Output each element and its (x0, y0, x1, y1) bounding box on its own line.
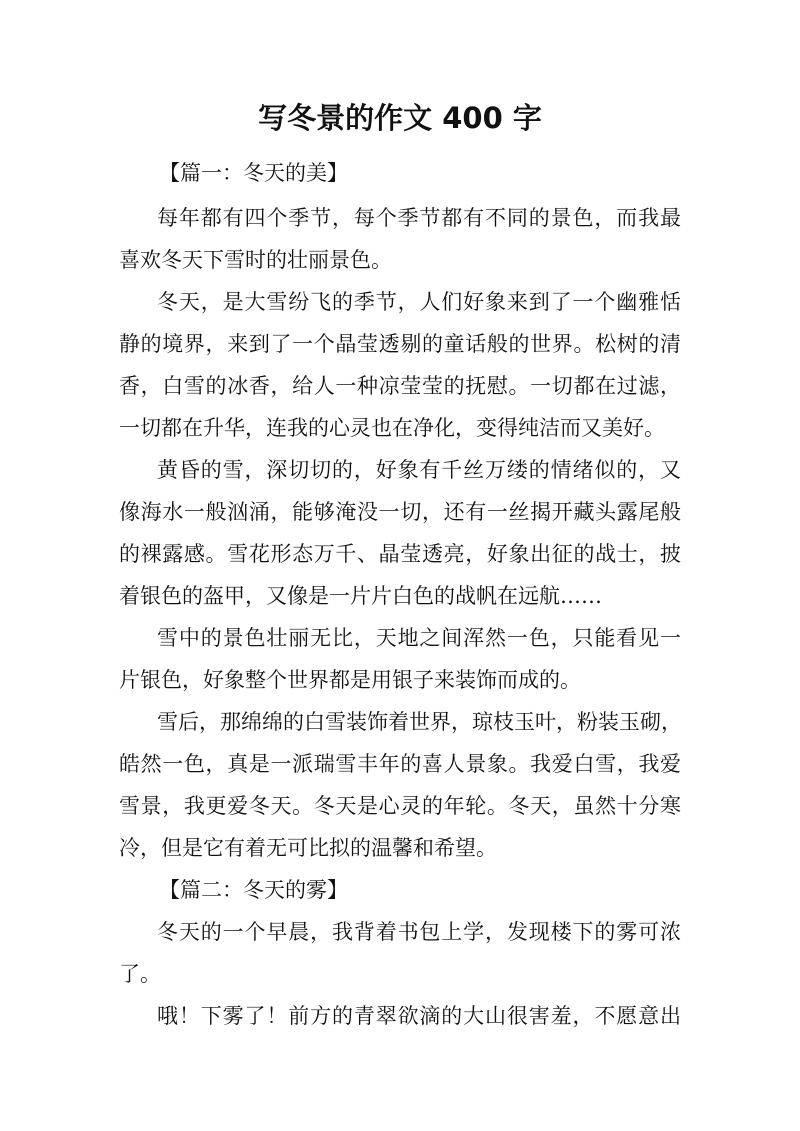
text-line: 喜欢冬天下雪时的壮丽景色。 (119, 248, 392, 272)
text-line: 冬天的一个早晨，我背着书包上学，发现楼下的雾可浓 (157, 920, 681, 944)
paragraph (119, 449, 681, 617)
paragraph (119, 911, 681, 995)
text-line: 雪景，我更爱冬天。冬天是心灵的年轮。冬天，虽然十分寒 (119, 794, 681, 818)
section-heading: 【篇二：冬天的雾】 (159, 878, 348, 902)
text-line: 了。 (119, 962, 161, 986)
paragraph (119, 281, 681, 449)
paragraph (119, 197, 681, 281)
document-body (119, 152, 681, 1037)
text-line: 一切都在升华，连我的心灵也在净化，变得纯洁而又美好。 (119, 416, 665, 440)
paragraph (119, 995, 681, 1037)
text-line: 静的境界，来到了一个晶莹透剔的童话般的世界。松树的清 (119, 332, 681, 356)
text-line: 冷，但是它有着无可比拟的温馨和希望。 (119, 836, 497, 860)
text-line: 皓然一色，真是一派瑞雪丰年的喜人景象。我爱白雪，我爱 (119, 752, 681, 776)
section-heading: 【篇一：冬天的美】 (159, 161, 348, 185)
paragraph (119, 617, 681, 701)
text-line: 黄昏的雪，深切切的，好象有千丝万缕的情绪似的，又 (157, 458, 681, 482)
text-line: 的裸露感。雪花形态万千、晶莹透亮，好象出征的战士，披 (119, 542, 681, 566)
text-line: 哦！下雾了！前方的青翠欲滴的大山很害羞，不愿意出 (157, 1004, 681, 1028)
paragraph (119, 701, 681, 869)
text-line: 雪中的景色壮丽无比，天地之间浑然一色，只能看见一 (157, 626, 681, 650)
text-line: 每年都有四个季节，每个季节都有不同的景色，而我最 (157, 206, 681, 230)
text-line: 片银色，好象整个世界都是用银子来装饰而成的。 (119, 668, 581, 692)
text-line: 像海水一般汹涌，能够淹没一切，还有一丝揭开藏头露尾般 (119, 500, 681, 524)
text-line: 冬天，是大雪纷飞的季节，人们好象来到了一个幽雅恬 (157, 290, 681, 314)
text-line: 着银色的盔甲，又像是一片片白色的战帆在远航…… (119, 584, 602, 608)
text-line: 香，白雪的冰香，给人一种凉莹莹的抚慰。一切都在过滤， (119, 374, 681, 398)
text-line: 雪后，那绵绵的白雪装饰着世界，琼枝玉叶，粉装玉砌， (157, 710, 682, 734)
document-title: 写冬景的作文 400 字 (258, 101, 542, 135)
